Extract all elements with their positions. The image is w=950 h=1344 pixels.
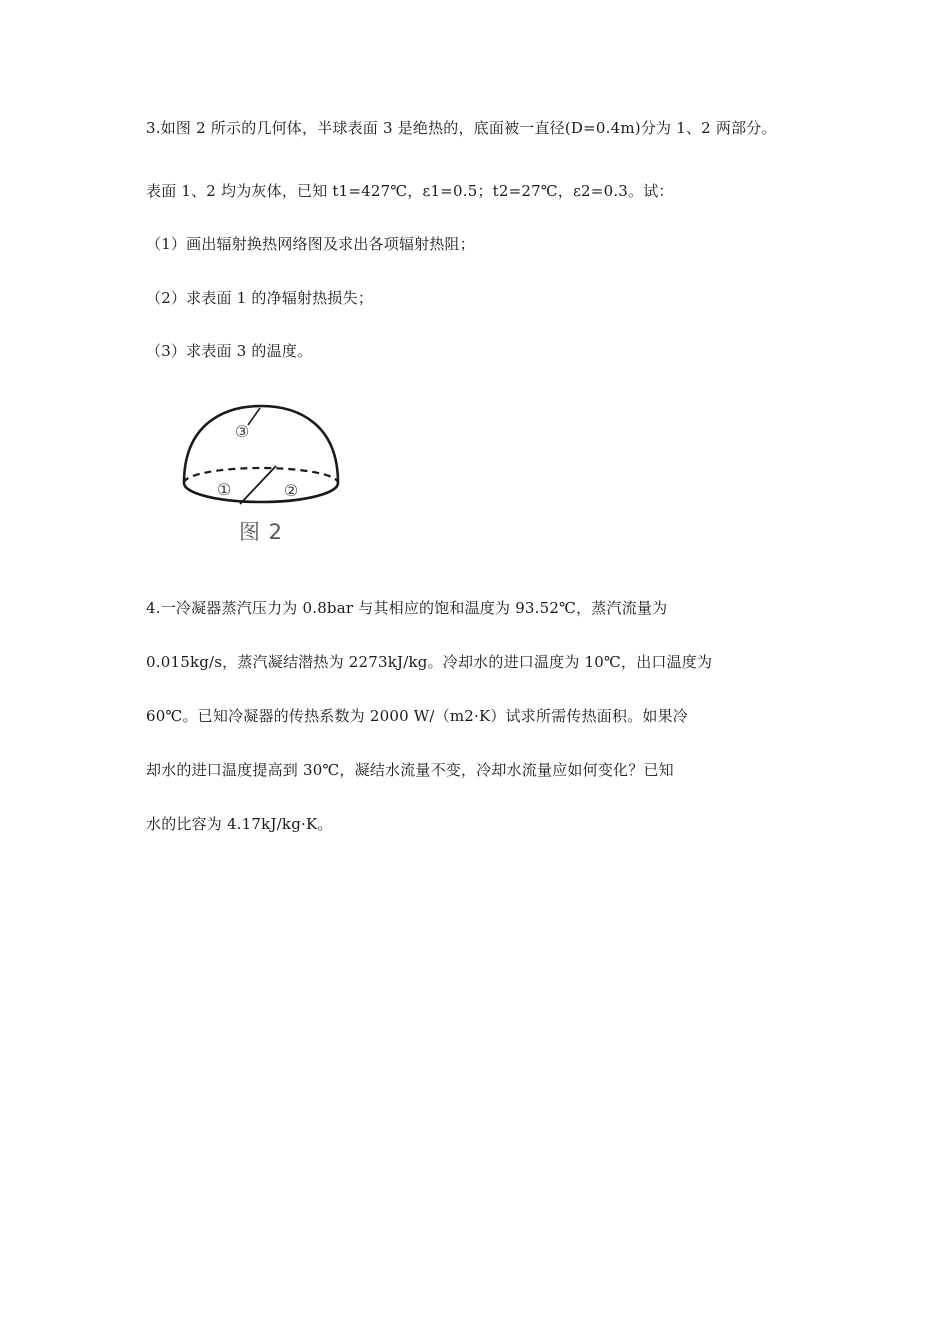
problem-4-line-5: 水的比容为 4.17kJ/kg·K。: [146, 815, 333, 833]
problem-3-line-2: 表面 1、2 均为灰体，已知 t1=427℃，ε1=0.5；t2=27℃，ε2=0.3。试：: [146, 182, 674, 200]
problem-4-line-4: 却水的进口温度提高到 30℃，凝结水流量不变，冷却水流量应如何变化？已知: [146, 761, 674, 779]
problem-3-line-1: 3.如图 2 所示的几何体，半球表面 3 是绝热的，底面被一直径(D=0.4m)分为 1、2 两部分。: [146, 119, 777, 137]
surface-1-label: ①: [216, 480, 232, 499]
problem-3-question-1: （1）画出辐射换热网络图及求出各项辐射热阻；: [146, 235, 475, 253]
hemisphere-figure: [178, 404, 344, 550]
surface-2-label: ②: [283, 481, 299, 500]
surface-3-label: ③: [234, 422, 250, 441]
problem-3-question-2: （2）求表面 1 的净辐射热损失；: [146, 289, 374, 307]
figure-caption: 图 2: [238, 520, 284, 544]
problem-4-line-3: 60℃。已知冷凝器的传热系数为 2000 W/（m2·K）试求所需传热面积。如果冷: [146, 707, 688, 725]
hemisphere-diagram: [178, 404, 344, 514]
problem-4-line-2: 0.015kg/s，蒸汽凝结潜热为 2273kJ/kg。冷却水的进口温度为 10℃，出口温度为: [146, 653, 713, 671]
dividing-diameter: [240, 466, 276, 504]
base-front-edge: [184, 483, 338, 502]
surface-3-leader: [248, 408, 260, 425]
problem-3-question-3: （3）求表面 3 的温度。: [146, 342, 313, 360]
problem-4-line-1: 4.一冷凝器蒸汽压力为 0.8bar 与其相应的饱和温度为 93.52℃，蒸汽流量为: [146, 599, 668, 617]
